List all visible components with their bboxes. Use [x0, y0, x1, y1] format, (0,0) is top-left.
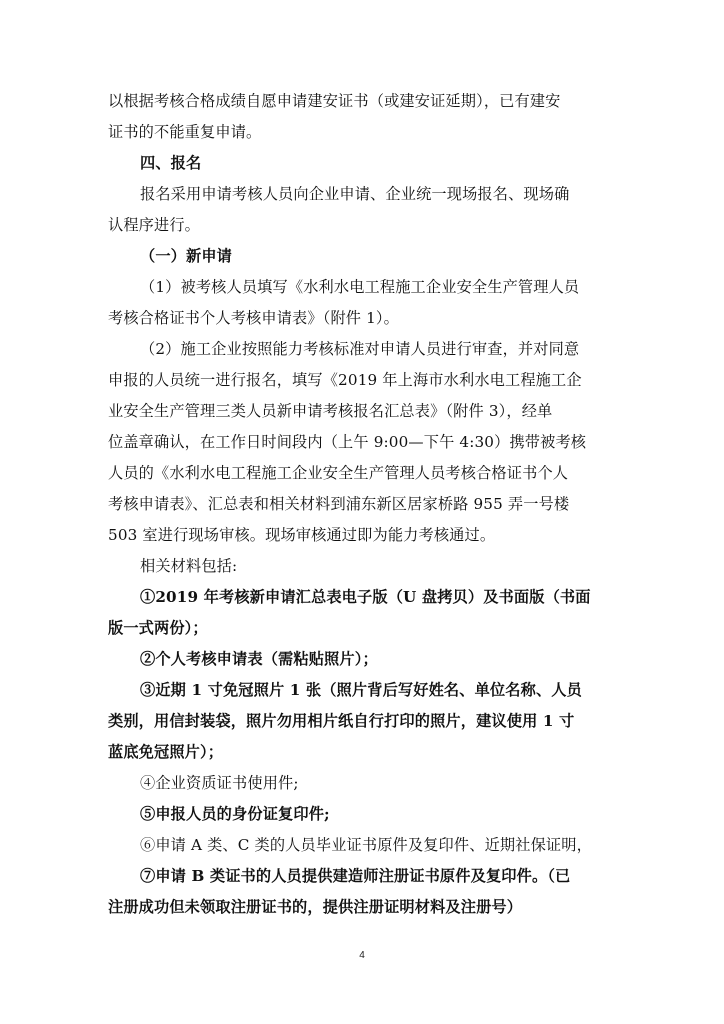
paragraph-line: 相关材料包括:	[140, 557, 238, 575]
list-item: 蓝底免冠照片）；	[108, 743, 224, 761]
paragraph-line: 人员的《水利水电工程施工企业安全生产管理人员考核合格证书个人	[108, 464, 569, 482]
paragraph-line: 503 室进行现场审核。现场审核通过即为能力考核通过。	[108, 526, 496, 544]
list-item: ①2019 年考核新申请汇总表电子版（U 盘拷贝）及书面版（书面	[140, 588, 591, 606]
list-item: ⑥申请 A 类、C 类的人员毕业证书原件及复印件、近期社保证明，	[140, 836, 592, 854]
paragraph-line: 认程序进行。	[108, 216, 201, 234]
paragraph-line: 报名采用申请考核人员向企业申请、企业统一现场报名、现场确	[140, 185, 570, 203]
list-item: 版一式两份）；	[108, 619, 208, 637]
paragraph-line: （1）被考核人员填写《水利水电工程施工企业安全生产管理人员	[140, 278, 580, 296]
list-item: ③近期 1 寸免冠照片 1 张（照片背后写好姓名、单位名称、人员	[140, 681, 582, 699]
section-heading: 四、报名	[140, 154, 202, 172]
list-item: ②个人考核申请表（需粘贴照片）；	[140, 650, 378, 668]
subsection-heading: （一）新申请	[140, 247, 233, 265]
list-item: ④企业资质证书使用件;	[140, 774, 299, 792]
paragraph-line: 考核申请表》、汇总表和相关材料到浦东新区居家桥路 955 弄一号楼	[108, 495, 570, 513]
paragraph-line: （2）施工企业按照能力考核标准对申请人员进行审查，并对同意	[140, 340, 580, 358]
paragraph-line: 申报的人员统一进行报名，填写《2019 年上海市水利水电工程施工企	[108, 371, 582, 389]
list-item: 类别，用信封装袋，照片勿用相片纸自行打印的照片，建议使用 1 寸	[108, 712, 575, 730]
list-item: ⑤申报人员的身份证复印件;	[140, 805, 330, 823]
paragraph-line: 证书的不能重复申请。	[108, 123, 262, 141]
list-item: 注册成功但未领取注册证书的，提供注册证明材料及注册号）	[108, 898, 523, 916]
paragraph-line: 位盖章确认，在工作日时间段内（上午 9:00—下午 4:30）携带被考核	[108, 433, 587, 451]
paragraph-line: 考核合格证书个人考核申请表》（附件 1）。	[108, 309, 400, 327]
page-number: 4	[359, 950, 365, 961]
paragraph-line: 以根据考核合格成绩自愿申请建安证书（或建安证延期），已有建安	[108, 92, 561, 110]
list-item: ⑦申请 B 类证书的人员提供建造师注册证书原件及复印件。（已	[140, 867, 571, 885]
paragraph-line: 业安全生产管理三类人员新申请考核报名汇总表》（附件 3），经单	[108, 402, 553, 420]
